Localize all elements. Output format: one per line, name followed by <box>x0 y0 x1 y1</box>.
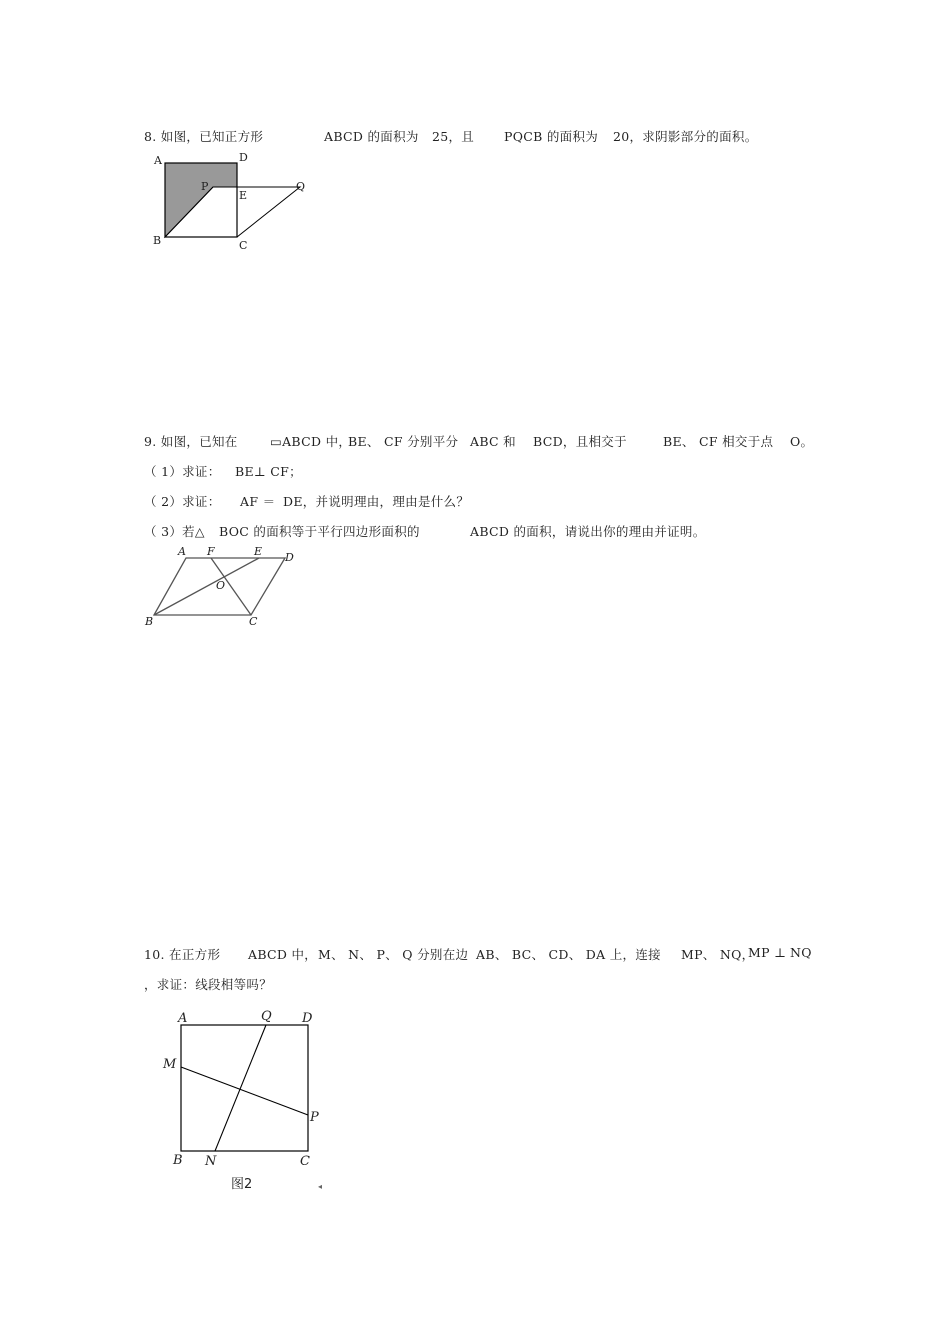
q10-l1-f2: ABCD 中， <box>248 947 318 962</box>
q8-label-d: D <box>239 151 248 164</box>
q9-l1-f4: ABC 和 <box>470 434 516 449</box>
q9-l2-f2: BE⊥ CF； <box>235 464 302 479</box>
q9-l3-f2: AF ＝ <box>240 494 276 509</box>
q10-label-q: Q <box>261 1009 272 1024</box>
q8-label-b: B <box>153 234 162 247</box>
q8-label-p: P <box>201 180 209 193</box>
q9-l1-f3: BE、 CF 分别平分 <box>348 434 459 449</box>
q10-label-n: N <box>205 1154 217 1169</box>
q10-l1-f4: AB、 BC、 CD、 DA 上，连接 <box>476 947 661 962</box>
q9-label-f: F <box>207 545 215 558</box>
q10-figure <box>160 1005 335 1195</box>
q8-frag-1: 8. 如图，已知正方形 <box>144 129 264 144</box>
q10-paragraph-mark: ◂ <box>318 1182 323 1191</box>
q10-l2: ，求证：线段相等吗？ <box>144 977 273 992</box>
q9-l2-f1: （ 1）求证： <box>144 464 221 479</box>
q8-figure <box>150 150 320 255</box>
q10-label-m: M <box>163 1057 177 1072</box>
q8-label-a: A <box>154 154 162 167</box>
q9-l4-f1: （ 3）若△ <box>144 524 205 539</box>
q8-label-e: E <box>239 189 248 202</box>
q10-l1-f5: MP、 NQ， <box>681 947 755 962</box>
q8-frag-3: 25，且 <box>432 129 475 144</box>
q9-figure <box>140 545 310 630</box>
q8-frag-4: PQCB 的面积为 <box>504 129 599 144</box>
q9-l4-f3: ABCD 的面积，请说出你的理由并证明。 <box>470 524 706 539</box>
q10-segment-nq <box>215 1025 266 1151</box>
q10-segment-mp <box>181 1067 308 1115</box>
q10-label-p: P <box>310 1110 319 1125</box>
q9-l1-f1: 9. 如图，已知在 <box>144 434 238 449</box>
q10-square <box>181 1025 308 1151</box>
q9-label-d: D <box>285 551 294 564</box>
q10-l1-f7: NQ <box>790 945 812 960</box>
q8-label-c: C <box>239 239 248 252</box>
q9-l1-f6: BE、 CF 相交于点 <box>663 434 774 449</box>
q9-label-c: C <box>249 615 258 628</box>
q9-label-e: E <box>254 545 263 558</box>
q9-l1-f2: ▭ABCD 中， <box>270 434 352 449</box>
q9-l1-f7: O。 <box>790 434 814 449</box>
q9-l1-f5: BCD，且相交于 <box>533 434 627 449</box>
q8-frag-2: ABCD 的面积为 <box>324 129 419 144</box>
q10-label-b: B <box>173 1153 183 1168</box>
q10-figure-caption: 图2 <box>231 1177 253 1192</box>
q10-label-a: A <box>178 1011 188 1026</box>
q9-label-a: A <box>178 545 186 558</box>
q8-label-q: Q <box>296 180 306 193</box>
q10-l1-f3: M、 N、 P、 Q 分别在边 <box>318 947 469 962</box>
q10-l1-f1: 10. 在正方形 <box>144 947 221 962</box>
q10-label-c: C <box>300 1154 310 1169</box>
q9-l4-f2: BOC 的面积等于平行四边形面积的 <box>219 524 420 539</box>
q9-l3-f3: DE，并说明理由，理由是什么？ <box>283 494 470 509</box>
q9-l3-f1: （ 2）求证： <box>144 494 221 509</box>
q8-frag-5: 20，求阴影部分的面积。 <box>613 129 758 144</box>
q10-l1-f6: MP ⊥ <box>748 945 787 960</box>
q9-label-o: O <box>216 579 226 592</box>
q9-label-b: B <box>145 615 154 628</box>
q10-label-d: D <box>302 1011 313 1026</box>
